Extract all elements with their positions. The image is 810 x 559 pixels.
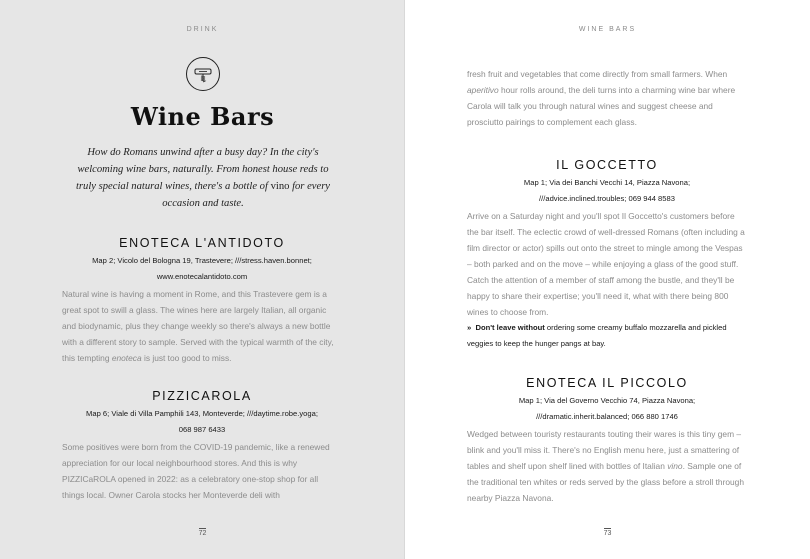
- venue-entry: [467, 376, 747, 506]
- venue-entry: [62, 389, 342, 503]
- venue-name: PIZZICAROLA: [152, 389, 252, 403]
- tip-label: Don't leave without: [475, 323, 545, 332]
- page-number: 73: [603, 530, 612, 537]
- page-number: 72: [198, 530, 207, 537]
- continued-text: [467, 66, 747, 130]
- venue-description: Wedged between touristy restaurants touting their wares is this tiny gem – blink and you'll miss it. There's no English menu here, just a smattering of tables and shelf upon shelf lined with bottles of Italian vino. Sample one of the traditional ten whites or reds served by the glass before a stroll through nearby Piazza Navona.: [467, 429, 744, 503]
- venue-name: IL GOCCETTO: [556, 158, 658, 172]
- venue-description: Some positives were born from the COVID-19 pandemic, like a renewed appreciation for our local neighbourhood stores. And this is why PIZZICaROLA opened in 2022: as a celebratory one-stop shop for all things local. Owner Carola stocks her Monteverde deli with: [62, 442, 330, 500]
- venue-info: Map 1; Via del Governo Vecchio 74, Piazza Navona; ///dramatic.inherit.balanced; 066 880 1746: [518, 396, 696, 421]
- right-page: [405, 0, 810, 559]
- venue-entry: [62, 236, 342, 366]
- venue-info: Map 1; Via dei Banchi Vecchi 14, Piazza Navona; ///advice.inclined.troubles; 069 944 8583: [523, 178, 691, 203]
- chapter-intro: How do Romans unwind after a busy day? In the city's welcoming wine bars, naturally. From honest house reds to truly special natural wines, there's a bottle of vino for every occasion and taste.: [75, 147, 331, 209]
- venue-name: ENOTECA IL PICCOLO: [526, 376, 688, 390]
- page-title: Wine Bars: [130, 102, 275, 131]
- venue-description: Natural wine is having a moment in Rome, and this Trastevere gem is a great spot to swill a glass. The wines here are largely Italian, all organic and biodynamic, plus they change weekly so there's always a new bottle with a different story to sample. Served with the typical warmth of the city, this tempting enoteca is just too good to miss.: [62, 289, 334, 363]
- venue-entry: [467, 158, 747, 352]
- venue-name: ENOTECA L'ANTIDOTO: [119, 236, 285, 250]
- tip-line: » Don't leave without ordering some creamy buffalo mozzarella and pickled veggies to keep the hunger pangs at bay.: [467, 323, 727, 348]
- venue-description: Arrive on a Saturday night and you'll spot Il Goccetto's customers before the bar itself. The eclectic crowd of well-dressed Romans (often including a film director or actor) spills out onto the street to mingle among the Vespas – both parked and on the move – while enjoying a glass of the good stuff. Catch the attention of a member of staff among the bustle, and they'll be happy to share their expertise; you'll need it, what with there being 800 wines to choose from.: [467, 211, 745, 317]
- venue-info: Map 2; Vicolo del Bologna 19, Trastevere; ///stress.haven.bonnet; www.enotecalantidoto.com: [92, 256, 312, 281]
- corkscrew-bottle-icon: [186, 57, 220, 91]
- running-head-right: WINE BARS: [578, 26, 637, 33]
- tip-marker: »: [467, 323, 472, 332]
- venue-description: fresh fruit and vegetables that come directly from small farmers. When aperitivo hour rolls around, the deli turns into a charming wine bar where Carola will talk you through natural wines and suggest cheese and prosciutto pairings to complement each glass.: [467, 69, 736, 127]
- venue-info: Map 6; Viale di Villa Pamphili 143, Monteverde; ///daytime.robe.yoga; 068 987 6433: [86, 409, 318, 434]
- running-head-left: DRINK: [186, 26, 219, 33]
